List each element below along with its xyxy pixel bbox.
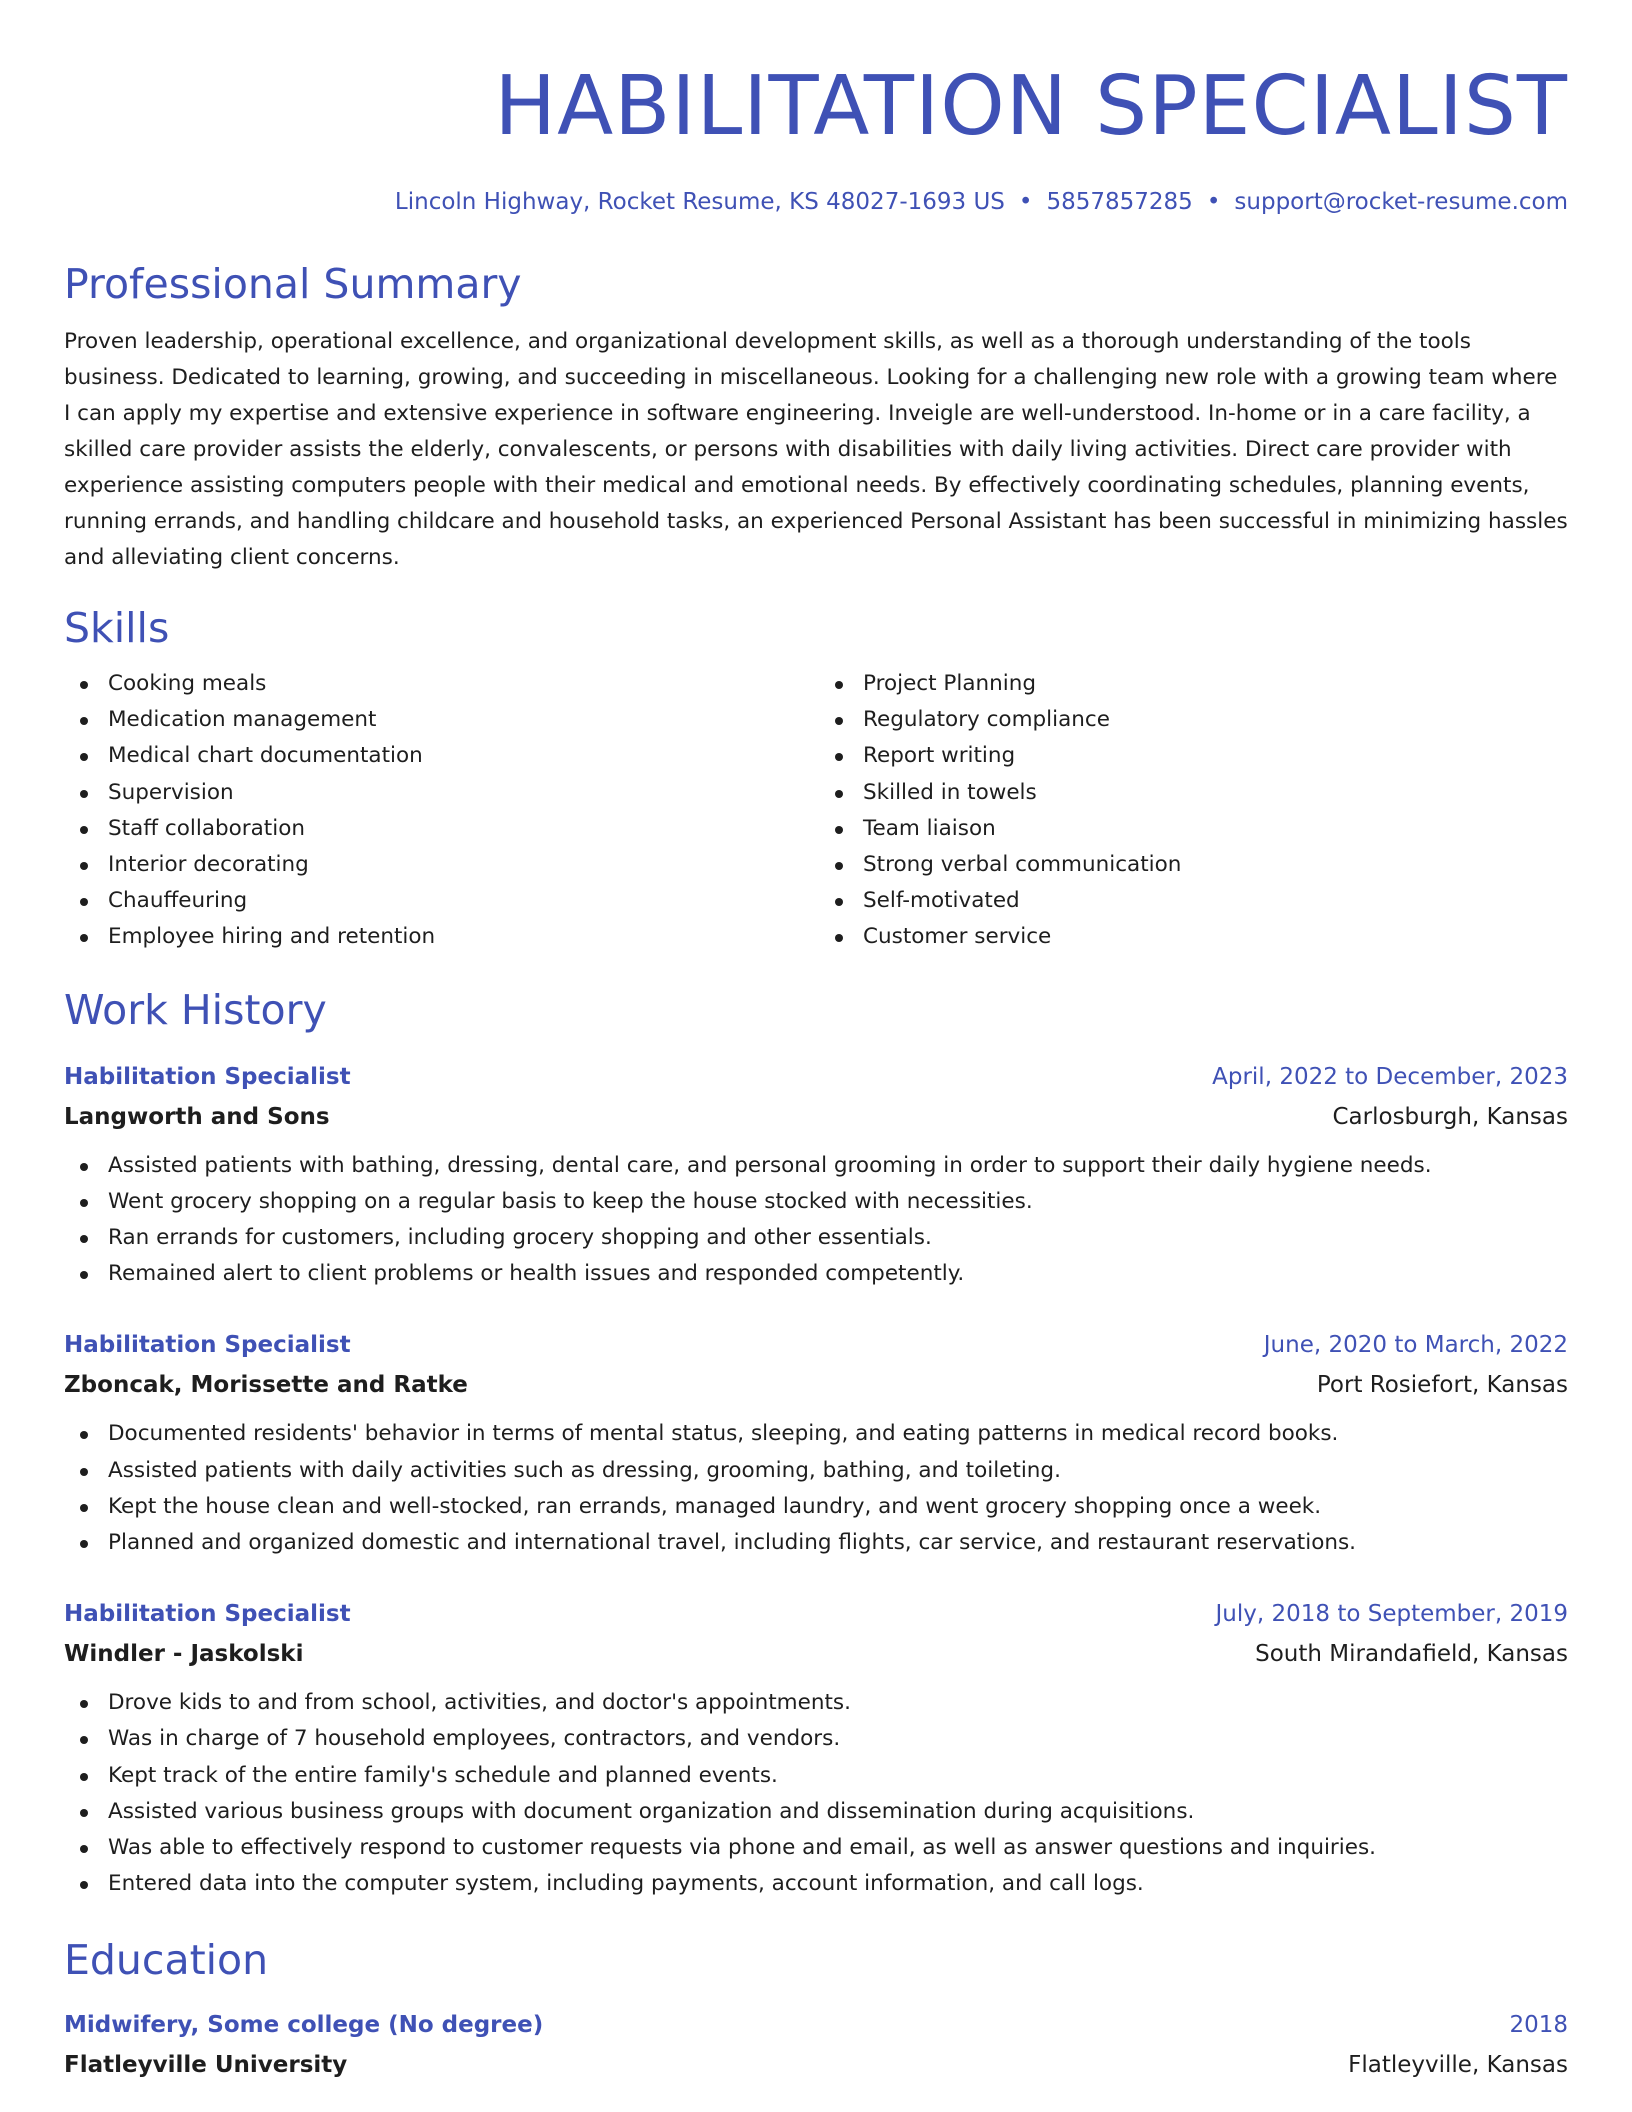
skill-item: Staff collaboration bbox=[108, 811, 813, 847]
skill-item: Chauffeuring bbox=[108, 883, 813, 919]
job-header-row bbox=[64, 1326, 1568, 1364]
job-duty: Ran errands for customers, including grocery shopping and other essentials. bbox=[108, 1220, 1568, 1256]
job-dates: April, 2022 to December, 2023 bbox=[1212, 1063, 1568, 1090]
job-location: Carlosburgh, Kansas bbox=[1332, 1103, 1568, 1130]
job-duty: Assisted various business groups with document organization and dissemination during acquisitions. bbox=[108, 1794, 1568, 1830]
education-degree: Midwifery, Some college (No degree) bbox=[64, 2012, 544, 2039]
job-title: Habilitation Specialist bbox=[64, 1063, 351, 1090]
job-duty: Went grocery shopping on a regular basis to keep the house stocked with necessities. bbox=[108, 1184, 1568, 1220]
job-entry bbox=[64, 1326, 1568, 1561]
job-duty: Was in charge of 7 household employees, contractors, and vendors. bbox=[108, 1721, 1568, 1757]
skill-item: Cooking meals bbox=[108, 666, 813, 702]
job-duties bbox=[64, 1685, 1568, 1902]
education-location: Flatleyville, Kansas bbox=[1348, 2052, 1568, 2079]
skills-column-right bbox=[813, 666, 1568, 956]
skill-item: Supervision bbox=[108, 775, 813, 811]
education-header-row bbox=[64, 2006, 1568, 2044]
education-school: Flatleyville University bbox=[64, 2052, 348, 2079]
job-duties bbox=[64, 1148, 1568, 1293]
contact-separator: • bbox=[1206, 189, 1221, 215]
job-company: Langworth and Sons bbox=[64, 1103, 330, 1130]
summary-heading: Professional Summary bbox=[64, 260, 522, 308]
contact-separator: • bbox=[1018, 189, 1033, 215]
job-entry bbox=[64, 1058, 1568, 1293]
contact-line bbox=[64, 184, 1568, 220]
work-history-heading: Work History bbox=[64, 985, 327, 1034]
job-dates: July, 2018 to September, 2019 bbox=[1215, 1601, 1568, 1628]
skill-item: Report writing bbox=[863, 738, 1568, 774]
job-duty: Entered data into the computer system, including payments, account information, and call logs. bbox=[108, 1866, 1568, 1902]
education-entry bbox=[64, 2006, 1568, 2086]
job-dates: June, 2020 to March, 2022 bbox=[1263, 1332, 1568, 1359]
skill-item: Employee hiring and retention bbox=[108, 919, 813, 955]
job-duties bbox=[64, 1416, 1568, 1561]
skill-item: Medical chart documentation bbox=[108, 738, 813, 774]
job-entry bbox=[64, 1595, 1568, 1902]
skill-item: Project Planning bbox=[863, 666, 1568, 702]
job-company-row bbox=[64, 1364, 1568, 1406]
job-duty: Drove kids to and from school, activities, and doctor's appointments. bbox=[108, 1685, 1568, 1721]
job-header-row bbox=[64, 1058, 1568, 1096]
education-year: 2018 bbox=[1509, 2012, 1568, 2039]
contact-email: support@rocket-resume.com bbox=[1234, 189, 1568, 215]
skill-item: Interior decorating bbox=[108, 847, 813, 883]
job-duty: Documented residents' behavior in terms of mental status, sleeping, and eating patterns in medical record books. bbox=[108, 1416, 1568, 1452]
job-title: Habilitation Specialist bbox=[64, 1601, 351, 1628]
job-duty: Planned and organized domestic and international travel, including flights, car service, and restaurant reservations. bbox=[108, 1525, 1568, 1561]
job-title: Habilitation Specialist bbox=[64, 1332, 351, 1359]
contact-address: Lincoln Highway, Rocket Resume, KS 48027-1693 US bbox=[394, 189, 1005, 215]
skills-column-left bbox=[64, 666, 813, 956]
job-duty: Assisted patients with bathing, dressing, dental care, and personal grooming in order to support their daily hygiene needs. bbox=[108, 1148, 1568, 1184]
skill-item: Skilled in towels bbox=[863, 775, 1568, 811]
job-duty: Was able to effectively respond to customer requests via phone and email, as well as answer questions and inquiries. bbox=[108, 1830, 1568, 1866]
job-duty: Kept track of the entire family's schedule and planned events. bbox=[108, 1758, 1568, 1794]
skills-heading: Skills bbox=[64, 604, 170, 652]
skill-item: Self-motivated bbox=[863, 883, 1568, 919]
job-duty: Assisted patients with daily activities such as dressing, grooming, bathing, and toileting. bbox=[108, 1453, 1568, 1489]
job-location: South Mirandafield, Kansas bbox=[1255, 1641, 1568, 1668]
skills-list bbox=[64, 666, 1568, 956]
skill-item: Team liaison bbox=[863, 811, 1568, 847]
skill-item: Customer service bbox=[863, 919, 1568, 955]
education-heading: Education bbox=[64, 1936, 269, 1985]
summary-text: Proven leadership, operational excellence, and organizational development skills, as well as a thorough understanding of the tools business. Dedicated to learning, growing, and succeeding in miscellaneous. Looking for a challenging new role with a growing team where I can apply my expertise and extensive experience in software engineering. Inveigle are well-understood. In-home or in a care facility, a skilled care provider assists the elderly, convalescents, or persons with disabilities with daily living activities. Direct care provider with experience assisting computers people with their medical and emotional needs. By effectively coordinating schedules, planning events, running errands, and handling childcare and household tasks, an experienced Personal Assistant has been successful in minimizing hassles and alleviating client concerns. bbox=[64, 329, 1568, 570]
skill-item: Medication management bbox=[108, 702, 813, 738]
job-duty: Kept the house clean and well-stocked, ran errands, managed laundry, and went grocery shopping once a week. bbox=[108, 1489, 1568, 1525]
job-company: Zboncak, Morissette and Ratke bbox=[64, 1372, 468, 1399]
education-school-row bbox=[64, 2044, 1568, 2086]
job-company: Windler - Jaskolski bbox=[64, 1641, 304, 1668]
resume-header bbox=[64, 52, 1568, 220]
job-company-row bbox=[64, 1096, 1568, 1138]
skill-item: Strong verbal communication bbox=[863, 847, 1568, 883]
job-company-row bbox=[64, 1633, 1568, 1675]
skill-item: Regulatory compliance bbox=[863, 702, 1568, 738]
job-header-row bbox=[64, 1595, 1568, 1633]
job-location: Port Rosiefort, Kansas bbox=[1316, 1372, 1568, 1399]
contact-phone: 5857857285 bbox=[1046, 189, 1193, 215]
job-duty: Remained alert to client problems or health issues and responded competently. bbox=[108, 1256, 1568, 1292]
candidate-title: HABILITATION SPECIALIST bbox=[494, 59, 1568, 154]
